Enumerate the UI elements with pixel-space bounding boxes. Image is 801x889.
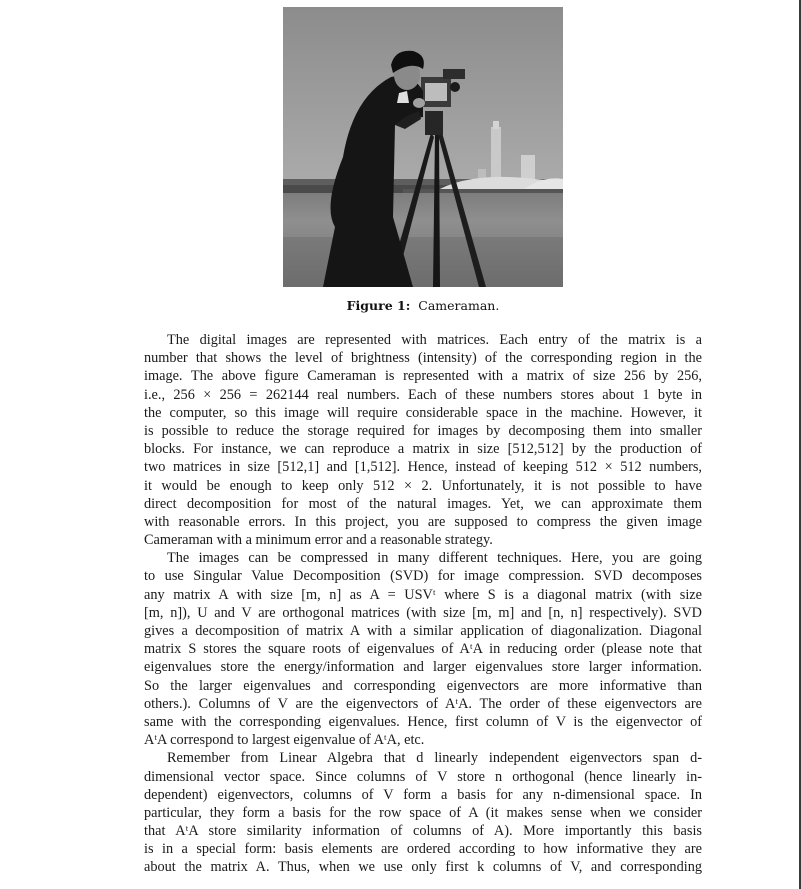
paragraph-2 (144, 549, 702, 749)
text-line: dependent) eigenvectors, columns of V form a basis for any n-dimensional space. In (144, 786, 702, 803)
text-line: number that shows the level of brightness (intensity) of the corresponding region in the (144, 350, 702, 367)
cameraman-figure-image (283, 7, 563, 287)
text-line: The images can be compressed in many different techniques. Here, you are going (167, 550, 702, 567)
text-line: is in a special form: basis elements are ordered according to how informative they are (144, 841, 702, 858)
body-text (144, 331, 702, 877)
text-line: [m, n]), U and V are orthogonal matrices (with size [m, m] and [n, n] respectively). SVD (144, 604, 702, 621)
text-line: eigenvalues store the energy/information and larger eigenvalues store larger information. (144, 659, 702, 676)
text-line: two matrices in size [512,1] and [1,512]. Hence, instead of keeping 512 × 512 numbers, (144, 459, 702, 476)
text-line: So the larger eigenvalues and corresponding eigenvectors are more informative than (144, 677, 702, 694)
text-line: that AᵗA store similarity information of columns of A). More importantly this basis (144, 823, 702, 840)
text-line: it would be enough to keep only 512 × 2. Unfortunately, it is not possible to have (144, 477, 702, 494)
text-line: is possible to reduce the storage required for images by decomposing them into smaller (144, 422, 702, 439)
cameraman-photo (283, 7, 563, 287)
text-line: any matrix A with size [m, n] as A = USVᵗ where S is a diagonal matrix (with size (144, 586, 702, 603)
figure-caption-text: Cameraman. (418, 298, 500, 313)
text-line: Remember from Linear Algebra that d linearly independent eigenvectors span d- (167, 750, 702, 767)
text-line: gives a decomposition of matrix A with a similar application of diagonalization. Diagonal (144, 623, 702, 639)
text-line: direct decomposition for most of the natural images. Yet, we can approximate them (144, 495, 702, 512)
figure-caption (0, 298, 801, 313)
text-line: the computer, so this image will require considerable space in the machine. However, it (144, 404, 702, 421)
text-line: same with the corresponding eigenvalues. Hence, first column of V is the eigenvector of (144, 713, 702, 730)
text-line: matrix S stores the square roots of eigenvalues of AᵗA in reducing order (please note that (144, 641, 702, 658)
text-line: dimensional vector space. Since columns of V store n orthogonal (hence linearly in- (144, 768, 702, 785)
text-line: Cameraman with a minimum error and a reasonable strategy. (144, 532, 493, 549)
text-line: particular, they form a basis for the row space of A (it makes sense when we consider (144, 804, 702, 821)
text-line: others.). Columns of V are the eigenvectors of AᵗA. The order of these eigenvectors are (144, 695, 702, 712)
text-line: i.e., 256 × 256 = 262144 real numbers. Each of these numbers stores about 1 byte in (144, 386, 702, 403)
text-line: about the matrix A. Thus, when we use only first k columns of V, and corresponding (144, 859, 702, 876)
text-line: image. The above figure Cameraman is represented with a matrix of size 256 by 256, (144, 368, 702, 385)
paragraph-1 (144, 331, 702, 549)
paragraph-3 (144, 749, 702, 876)
text-line: to use Singular Value Decomposition (SVD) for image compression. SVD decomposes (144, 568, 702, 585)
text-line: blocks. For instance, we can reproduce a matrix in size [512,512] by the production of (144, 441, 702, 458)
text-line: The digital images are represented with matrices. Each entry of the matrix is a (167, 332, 702, 348)
figure-caption-label: Figure 1: (346, 298, 411, 313)
text-line: with reasonable errors. In this project, you are supposed to compress the given image (144, 513, 702, 530)
text-line: AᵗA correspond to largest eigenvalue of AᵗA, etc. (144, 732, 425, 749)
